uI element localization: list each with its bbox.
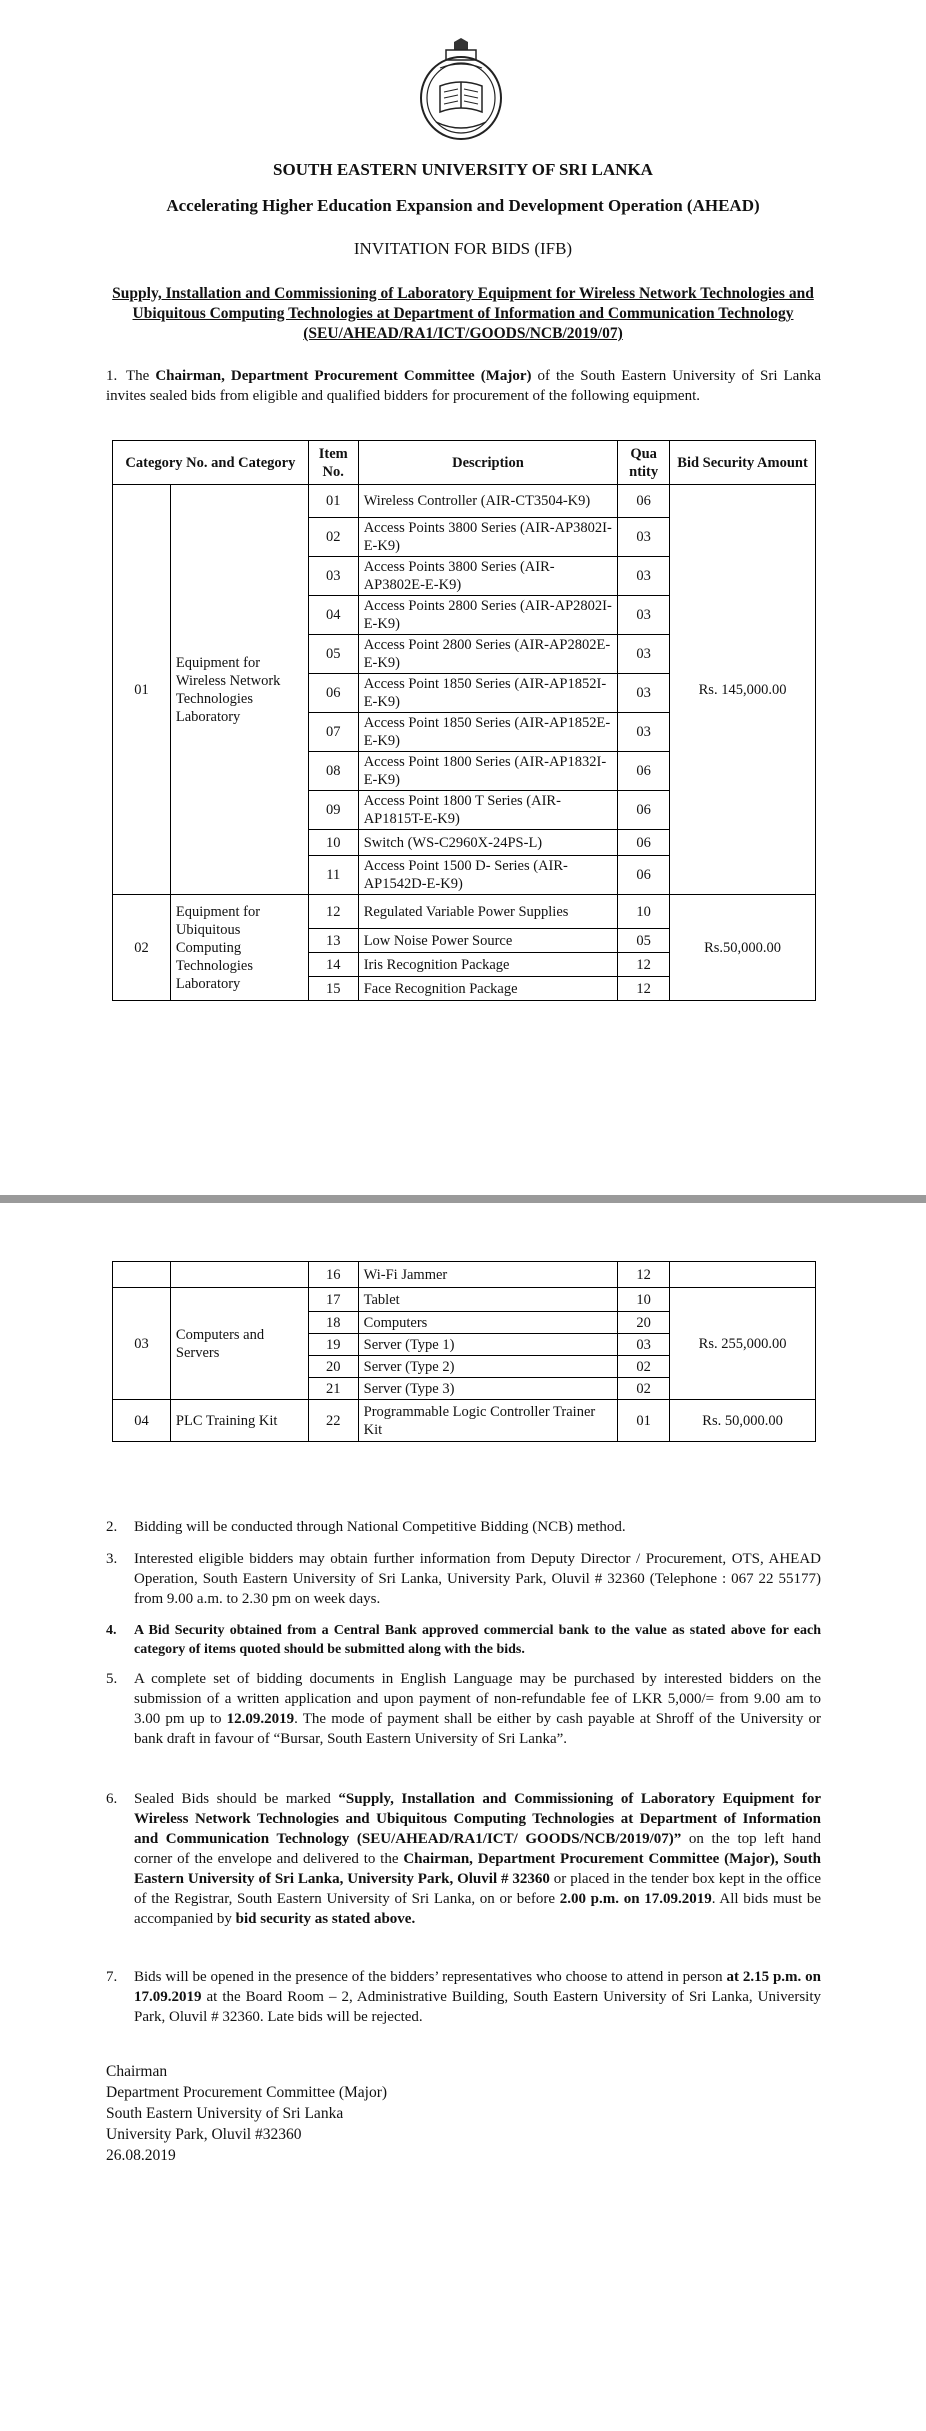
- text-run-bold: bid security as stated above.: [235, 1911, 416, 1927]
- item-description: Wireless Controller (AIR-CT3504-K9): [358, 485, 617, 518]
- text-run: at the Board Room – 2, Administrative Building, South Eastern University of Sri Lanka, University Park, Oluvil # 32360. Late bids will be rejected.: [134, 1989, 821, 2025]
- category-number: 02: [113, 895, 171, 1001]
- item-description: Access Points 3800 Series (AIR-AP3802E-E-K9): [358, 557, 617, 596]
- equipment-table-continued: [112, 1261, 816, 1442]
- invitation-title: INVITATION FOR BIDS (IFB): [353, 239, 573, 258]
- item-description: Server (Type 2): [358, 1356, 618, 1378]
- item-quantity: 10: [618, 895, 670, 929]
- table-row: [113, 1400, 816, 1442]
- item-description: Programmable Logic Controller Trainer Kit: [358, 1400, 618, 1442]
- signature-block: [106, 2061, 387, 2166]
- item-quantity: 06: [618, 752, 670, 791]
- item-description: Low Noise Power Source: [358, 929, 617, 953]
- item-quantity: 05: [618, 929, 670, 953]
- text-run-bold: “Supply, Installation and Commissioning of Laboratory Equipment for Wireless Network Technologies and Ubiquitous Computing Technologies at Department of Information and Communication Technology (SEU/AHEAD/RA1/ICT/ GOODS/NCB/2019/07)”: [134, 1791, 821, 1847]
- item-number: 12: [308, 895, 358, 929]
- text-run-bold: at 2.15 p.m. on 17.09.2019: [134, 1969, 821, 2005]
- item-description: Access Point 2800 Series (AIR-AP2802E-E-K9): [358, 635, 617, 674]
- item-quantity: 03: [618, 713, 670, 752]
- item-description: Access Point 1800 Series (AIR-AP1832I-E-K9): [358, 752, 617, 791]
- item-quantity: 03: [618, 518, 670, 557]
- text-run-bold: Chairman, Department Procurement Committee (Major), South Eastern University of Sri Lanka, University Park, Oluvil # 32360: [134, 1851, 821, 1887]
- text-run: of the South Eastern University of Sri Lanka invites sealed bids from eligible and qualified bidders for procurement of the following equipment.: [106, 368, 821, 404]
- paragraph-text: [106, 366, 821, 406]
- bid-subject-text: Supply, Installation and Commissioning of Laboratory Equipment for Wireless Network Technologies and Ubiquitous Computing Technologies at Department of Information and Communication Technology (SEU/AHEAD/RA1/ICT/GOODS/NCB/2019/07): [112, 285, 814, 342]
- table-body: [113, 485, 816, 1001]
- paragraph-text: [134, 1669, 821, 1749]
- bid-security-amount: Rs. 50,000.00: [670, 1400, 816, 1442]
- item-number: 13: [308, 929, 358, 953]
- paragraph-number: 6.: [106, 1791, 118, 1807]
- category-name: PLC Training Kit: [170, 1400, 308, 1442]
- document-page-2: [0, 1203, 926, 2431]
- signature-committee: Department Procurement Committee (Major): [106, 2084, 388, 2101]
- item-quantity: 03: [618, 635, 670, 674]
- text-run: on the top left hand corner of the envelope and delivered to the: [134, 1831, 822, 1867]
- university-seal-icon: [418, 38, 504, 142]
- paragraph-2: [106, 1517, 821, 1537]
- paragraph-number: 5.: [106, 1671, 118, 1687]
- category-number: 04: [113, 1400, 171, 1442]
- paragraph-3: [106, 1549, 821, 1609]
- item-quantity: 03: [618, 557, 670, 596]
- item-number: 22: [308, 1400, 358, 1442]
- paragraph-number: 3.: [106, 1551, 118, 1567]
- bid-security-amount: Rs. 255,000.00: [670, 1288, 816, 1400]
- category-name: Equipment for Wireless Network Technologies Laboratory: [170, 485, 308, 895]
- item-number: 21: [308, 1378, 358, 1400]
- paragraph-5: [106, 1669, 821, 1749]
- item-description: Server (Type 3): [358, 1378, 618, 1400]
- item-quantity: 06: [618, 485, 670, 518]
- page-separator: [0, 1195, 926, 1203]
- paragraph-text: [134, 1789, 821, 1929]
- paragraph-number: 2.: [106, 1519, 118, 1535]
- text-run: . The mode of payment shall be either by cash payable at Shroff of the University or bank draft in favour of “Bursar, South Eastern University of Sri Lanka”.: [134, 1711, 821, 1747]
- text-run-bold: Chairman, Department Procurement Committee (Major): [155, 368, 532, 384]
- item-quantity: 03: [618, 1334, 670, 1356]
- item-quantity: 06: [618, 791, 670, 830]
- item-number: 14: [308, 953, 358, 977]
- category-number: 01: [113, 485, 171, 895]
- paragraph-text: [134, 1967, 821, 2027]
- item-number: 02: [308, 518, 358, 557]
- item-number: 05: [308, 635, 358, 674]
- item-description: Access Points 2800 Series (AIR-AP2802I-E-K9): [358, 596, 617, 635]
- item-number: 19: [308, 1334, 358, 1356]
- item-description: Iris Recognition Package: [358, 953, 617, 977]
- bid-subject: [0, 284, 926, 344]
- header-bid-security: Bid Security Amount: [670, 441, 816, 485]
- text-run: . All bids must be accompanied by: [134, 1891, 821, 1927]
- item-description: Access Point 1850 Series (AIR-AP1852I-E-K9): [358, 674, 617, 713]
- item-number: 06: [308, 674, 358, 713]
- paragraph-number: 1.: [106, 368, 118, 384]
- item-quantity: 02: [618, 1356, 670, 1378]
- header-description: Description: [358, 441, 617, 485]
- text-run-bold: 2.00 p.m. on 17.09.2019: [559, 1891, 712, 1907]
- signature-title: Chairman: [106, 2063, 168, 2080]
- table-row: [113, 895, 816, 929]
- text-run: or placed in the tender box kept in the office of the Registrar, South Eastern University of Sri Lanka, on or before: [134, 1871, 821, 1907]
- paragraph-4: [106, 1621, 821, 1659]
- project-name: Accelerating Higher Education Expansion and Development Operation (AHEAD): [166, 196, 760, 215]
- item-description: Access Point 1500 D- Series (AIR-AP1542D-E-K9): [358, 856, 617, 895]
- paragraph-number: 7.: [106, 1969, 118, 1985]
- item-quantity: 03: [618, 596, 670, 635]
- header-quantity: Qua ntity: [618, 441, 670, 485]
- item-description: Access Point 1850 Series (AIR-AP1852E-E-K9): [358, 713, 617, 752]
- item-number: 10: [308, 830, 358, 856]
- item-description: Face Recognition Package: [358, 977, 617, 1001]
- category-name: [170, 1262, 308, 1288]
- item-description: Regulated Variable Power Supplies: [358, 895, 617, 929]
- university-name: SOUTH EASTERN UNIVERSITY OF SRI LANKA: [273, 160, 653, 179]
- item-quantity: 20: [618, 1312, 670, 1334]
- item-number: 07: [308, 713, 358, 752]
- table-row: [113, 1288, 816, 1312]
- paragraph-text: Bidding will be conducted through National Competitive Bidding (NCB) method.: [134, 1519, 626, 1535]
- document-page-1: [0, 0, 926, 1195]
- item-quantity: 03: [618, 674, 670, 713]
- text-run: A complete set of bidding documents in English Language may be purchased by interested bidders on the submission of a written application and upon payment of non-refundable fee of LKR 5,000/= from 9.00 am to 3.00 pm up to: [134, 1671, 821, 1727]
- text-run-bold: 12.09.2019: [226, 1711, 295, 1727]
- item-quantity: 01: [618, 1400, 670, 1442]
- header-item: Item No.: [308, 441, 358, 485]
- item-number: 20: [308, 1356, 358, 1378]
- item-description: Access Point 1800 T Series (AIR-AP1815T-E-K9): [358, 791, 617, 830]
- item-description: Tablet: [358, 1288, 618, 1312]
- equipment-table: [112, 440, 816, 1001]
- signature-address: University Park, Oluvil #32360: [106, 2126, 302, 2143]
- text-run: The: [126, 368, 156, 384]
- text-run: Bids will be opened in the presence of the bidders’ representatives who choose to attend in person: [134, 1969, 727, 1985]
- paragraph-number: 4.: [106, 1623, 117, 1638]
- bid-security-amount: Rs. 145,000.00: [670, 485, 816, 895]
- item-quantity: 06: [618, 856, 670, 895]
- item-quantity: 12: [618, 977, 670, 1001]
- category-number: 03: [113, 1288, 171, 1400]
- item-number: 15: [308, 977, 358, 1001]
- category-number: [113, 1262, 171, 1288]
- paragraph-text: A Bid Security obtained from a Central Bank approved commercial bank to the value as stated above for each category of items quoted should be submitted along with the bids.: [134, 1623, 821, 1657]
- item-number: 08: [308, 752, 358, 791]
- table-header-row: [113, 441, 816, 485]
- signature-date: 26.08.2019: [106, 2147, 176, 2164]
- text-run: Sealed Bids should be marked: [134, 1791, 339, 1807]
- item-quantity: 12: [618, 1262, 670, 1288]
- item-description: Wi-Fi Jammer: [358, 1262, 618, 1288]
- item-number: 11: [308, 856, 358, 895]
- category-name: Equipment for Ubiquitous Computing Technologies Laboratory: [170, 895, 308, 1001]
- bid-security-amount: Rs.50,000.00: [670, 895, 816, 1001]
- item-description: Computers: [358, 1312, 618, 1334]
- item-number: 18: [308, 1312, 358, 1334]
- header-category: Category No. and Category: [113, 441, 309, 485]
- item-number: 04: [308, 596, 358, 635]
- category-name: Computers and Servers: [170, 1288, 308, 1400]
- item-quantity: 10: [618, 1288, 670, 1312]
- table-body-continued: [113, 1262, 816, 1442]
- paragraph-7: [106, 1967, 821, 2027]
- item-number: 03: [308, 557, 358, 596]
- item-quantity: 12: [618, 953, 670, 977]
- bid-security-amount: [670, 1262, 816, 1288]
- item-description: Access Points 3800 Series (AIR-AP3802I-E-K9): [358, 518, 617, 557]
- signature-university: South Eastern University of Sri Lanka: [106, 2105, 344, 2122]
- paragraph-1: [106, 366, 821, 406]
- item-quantity: 06: [618, 830, 670, 856]
- item-description: Switch (WS-C2960X-24PS-L): [358, 830, 617, 856]
- item-number: 01: [308, 485, 358, 518]
- paragraph-text: Interested eligible bidders may obtain further information from Deputy Director / Procurement, OTS, AHEAD Operation, South Eastern University of Sri Lanka, University Park, Oluvil # 32360 (Telephone : 067 22 55177) from 9.00 a.m. to 2.30 pm on week days.: [134, 1551, 821, 1607]
- table-row: [113, 485, 816, 518]
- item-quantity: 02: [618, 1378, 670, 1400]
- item-number: 17: [308, 1288, 358, 1312]
- paragraph-6: [106, 1789, 821, 1929]
- item-number: 16: [308, 1262, 358, 1288]
- item-number: 09: [308, 791, 358, 830]
- item-description: Server (Type 1): [358, 1334, 618, 1356]
- table-row: [113, 1262, 816, 1288]
